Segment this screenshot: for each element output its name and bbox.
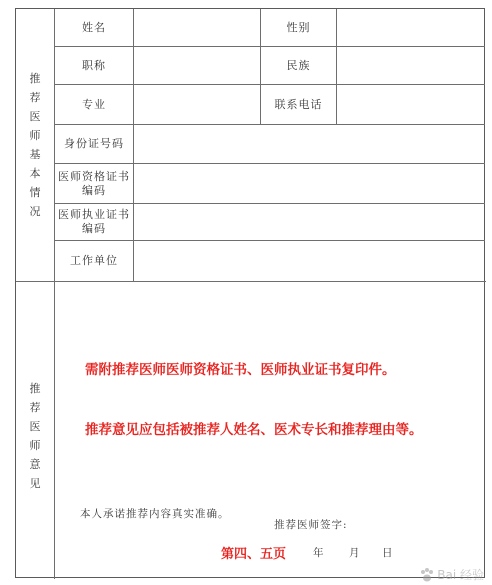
signature-label: 推荐医师签字: bbox=[274, 519, 348, 531]
attachment-note: 需附推荐医师医师资格证书、医师执业证书复印件。 bbox=[85, 362, 396, 378]
page-note: 第四、五页 bbox=[221, 547, 287, 562]
name-label: 姓名 bbox=[82, 20, 106, 34]
opinion-content-note: 推荐意见应包括被推荐人姓名、医术专长和推荐理由等。 bbox=[85, 422, 423, 438]
title-label: 职称 bbox=[82, 58, 106, 72]
practice-cert-field[interactable] bbox=[134, 204, 485, 240]
basic-section-title: 推荐医师基本情况 bbox=[29, 72, 41, 218]
section-divider bbox=[16, 281, 486, 282]
gender-label: 性别 bbox=[286, 20, 311, 34]
id-number-label: 身份证号码 bbox=[64, 137, 124, 150]
day-label: 日 bbox=[382, 547, 394, 559]
month-label: 月 bbox=[349, 547, 361, 559]
baidu-watermark bbox=[419, 566, 484, 583]
recommendation-form bbox=[15, 8, 485, 578]
paw-icon bbox=[419, 567, 435, 583]
title-field[interactable] bbox=[134, 47, 260, 84]
gender-field[interactable] bbox=[337, 9, 485, 46]
practice-cert-label: 医师执业证书编码 bbox=[58, 208, 130, 235]
watermark-text: Bai 经验 bbox=[437, 568, 484, 582]
qualification-cert-label: 医师资格证书编码 bbox=[58, 169, 130, 197]
qualification-cert-field[interactable] bbox=[134, 164, 485, 203]
id-number-field[interactable] bbox=[134, 125, 485, 163]
phone-label: 联系电话 bbox=[274, 97, 323, 111]
name-field[interactable] bbox=[134, 9, 260, 46]
phone-field[interactable] bbox=[337, 85, 485, 124]
workplace-label: 工作单位 bbox=[70, 254, 118, 267]
opinion-section-title: 推荐医师意见 bbox=[29, 382, 41, 490]
ethnicity-field[interactable] bbox=[337, 47, 485, 84]
commitment-text: 本人承诺推荐内容真实准确。 bbox=[80, 508, 230, 520]
specialty-field[interactable] bbox=[134, 85, 260, 124]
specialty-label: 专业 bbox=[82, 97, 106, 111]
year-label: 年 bbox=[313, 547, 325, 559]
workplace-field[interactable] bbox=[134, 241, 485, 281]
ethnicity-label: 民族 bbox=[286, 58, 311, 72]
